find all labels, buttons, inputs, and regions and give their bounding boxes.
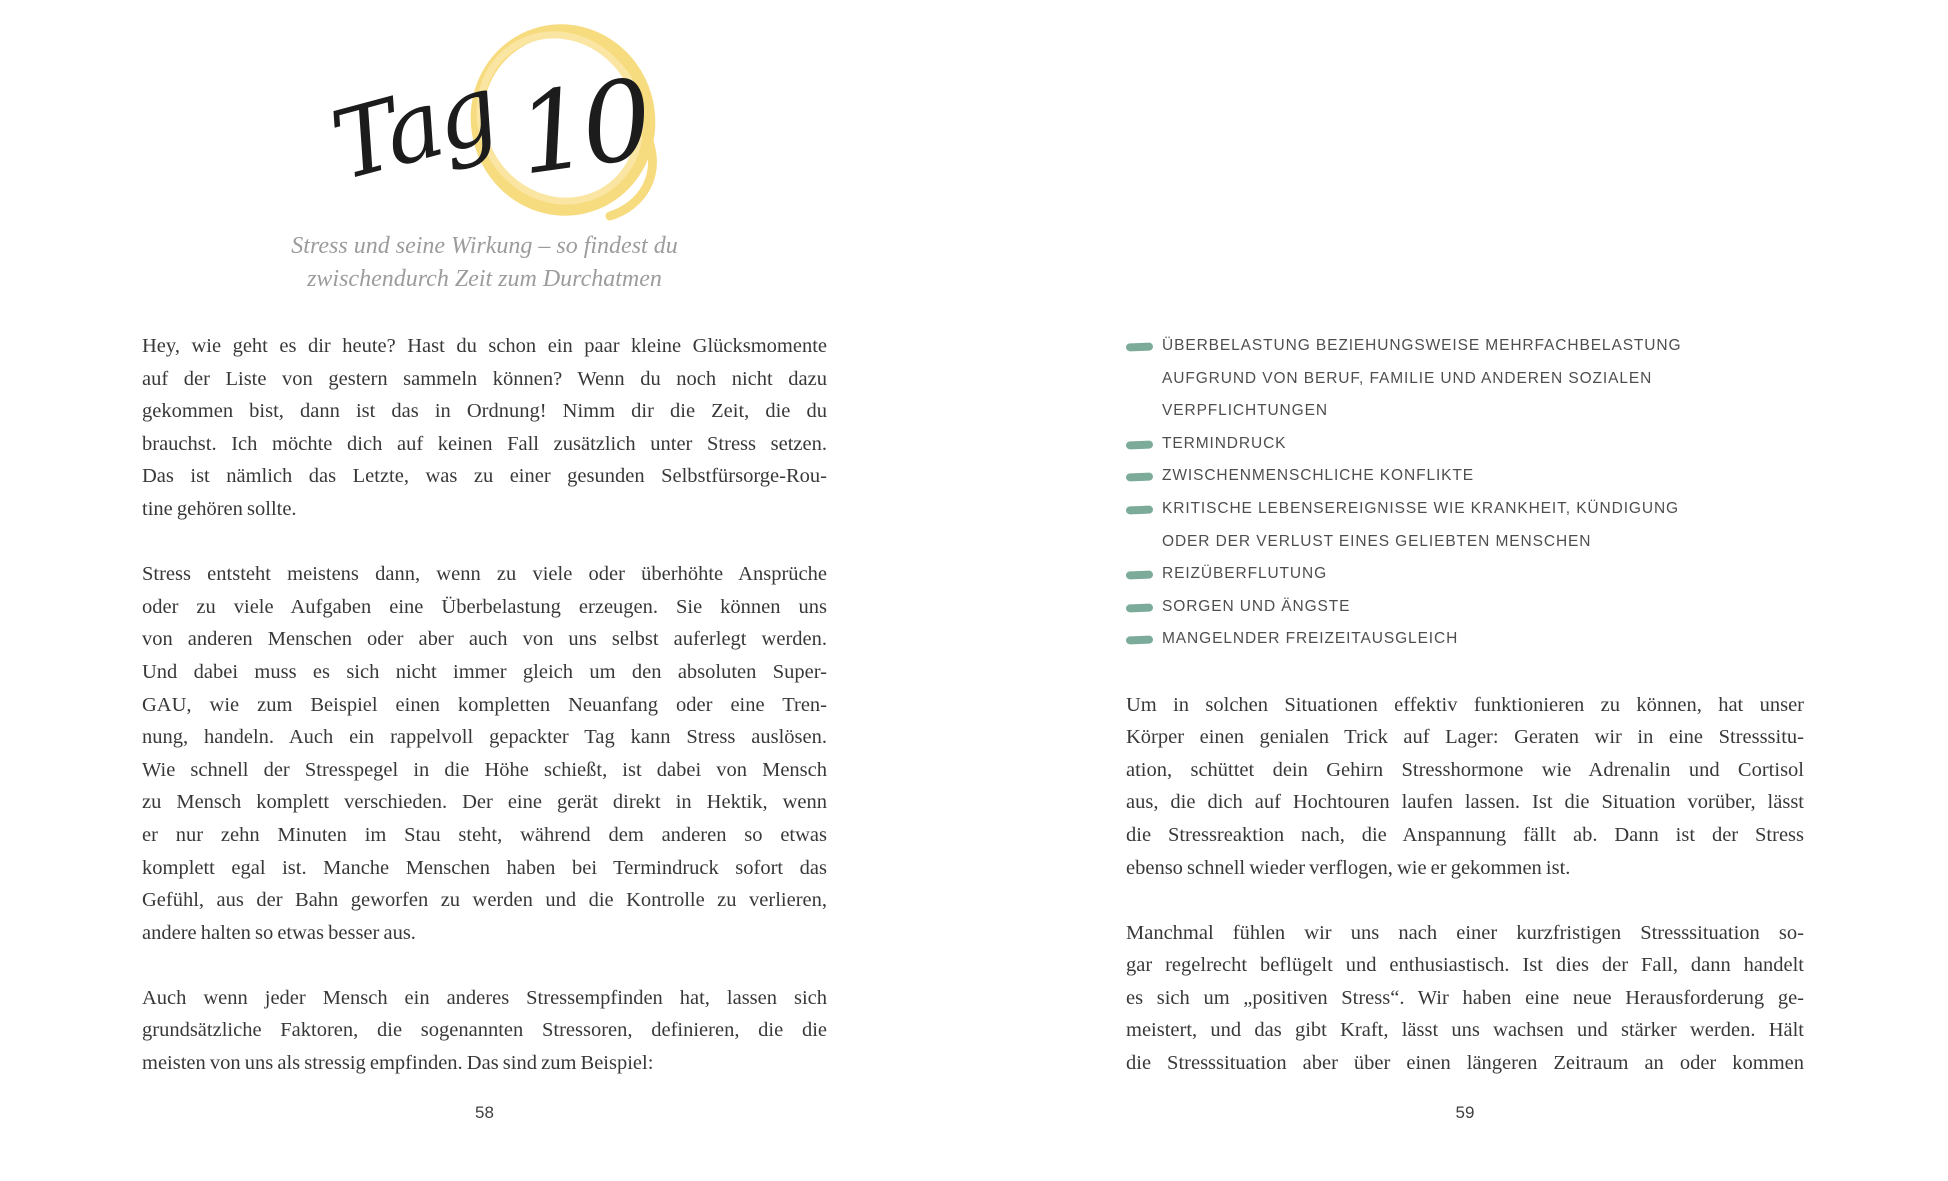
stressor-line: KRITISCHE LEBENSEREIGNISSE WIE KRANKHEIT, KÜNDIGUNG <box>1162 499 1680 517</box>
stressor-list <box>1126 330 1804 656</box>
text-line: oder zu viele Aufgaben eine Überbelastung erzeugen. Sie können uns <box>142 595 827 618</box>
text-line: von anderen Menschen oder aber auch von uns selbst auferlegt werden. <box>142 628 827 651</box>
text-line: die Stressreaktion nach, die Anspannung fällt ab. Dann ist der Stress <box>1126 823 1804 846</box>
text-line: meistert, und das gibt Kraft, lässt uns wachsen und stärker werden. Hält <box>1126 1019 1804 1042</box>
dash-bullet-icon <box>1126 506 1153 515</box>
stressor-item <box>1126 460 1804 493</box>
dash-bullet-icon <box>1126 571 1153 580</box>
text-line: komplett egal ist. Manche Menschen haben bei Termindruck sofort das <box>142 856 827 879</box>
tag-script-word: Tag <box>321 54 506 203</box>
page-number-right: 59 <box>1455 1103 1475 1122</box>
text-line: Auch wenn jeder Mensch ein anderes Stressempfinden hat, lassen sich <box>142 986 827 1009</box>
stressor-item <box>1126 591 1804 624</box>
text-line: er nur zehn Minuten im Stau steht, während dem anderen so etwas <box>142 823 827 846</box>
stressor-line: VERPFLICHTUNGEN <box>1162 402 1328 420</box>
left-page-text <box>142 330 827 1080</box>
text-line: Manchmal fühlen wir uns nach einer kurzfristigen Stresssituation so- <box>1126 921 1804 944</box>
stressor-line: MANGELNDER FREIZEITAUSGLEICH <box>1162 630 1459 648</box>
chapter-subtitle-line1: Stress und seine Wirkung – so findest du <box>291 233 678 259</box>
page-number-left: 58 <box>475 1103 494 1122</box>
paragraph <box>1126 917 1804 1080</box>
text-line: gekommen bist, dann ist das in Ordnung! Nimm dir die Zeit, die du <box>142 400 827 423</box>
text-line: Hey, wie geht es dir heute? Hast du schon ein paar kleine Glücksmomente <box>142 335 827 357</box>
stressor-item <box>1126 330 1804 428</box>
text-line: meisten von uns als stressig empfinden. Das sind zum Beispiel: <box>142 1052 654 1075</box>
dash-bullet-icon <box>1126 636 1153 645</box>
text-line: zu Mensch komplett verschieden. Der eine gerät direkt in Hektik, wenn <box>142 791 827 814</box>
stressor-line: TERMINDRUCK <box>1162 434 1287 452</box>
stressor-line: REIZÜBERFLUTUNG <box>1162 565 1328 583</box>
page-left <box>142 0 827 1181</box>
stressor-text <box>1162 591 1804 624</box>
dash-bullet-icon <box>1126 603 1153 612</box>
text-line: andere halten so etwas besser aus. <box>142 921 416 944</box>
stressor-item <box>1126 558 1804 591</box>
text-line: ation, schüttet dein Gehirn Stresshormone wie Adrenalin und Cortisol <box>1126 758 1804 781</box>
paragraph <box>142 558 827 949</box>
day-circle-graphic <box>321 8 662 230</box>
text-line: gar regelrecht beflügelt und enthusiastisch. Ist dies der Fall, dann handelt <box>1126 954 1804 977</box>
text-line: Gefühl, aus der Bahn geworfen zu werden und die Kontrolle zu verlieren, <box>142 889 827 912</box>
stressor-text <box>1162 460 1804 493</box>
text-line: grundsätzliche Faktoren, die sogenannten Stressoren, definieren, die die <box>142 1019 827 1042</box>
paragraph <box>142 982 827 1080</box>
dash-bullet-icon <box>1126 473 1153 482</box>
chapter-subtitle <box>142 230 827 296</box>
day-10-logo <box>321 8 662 230</box>
chapter-subtitle-line2: zwischendurch Zeit zum Durchatmen <box>307 266 662 292</box>
stressor-item <box>1126 623 1804 656</box>
text-line: Körper einen genialen Trick auf Lager: Geraten wir in eine Stresssitu- <box>1126 726 1804 749</box>
stressor-line: AUFGRUND VON BERUF, FAMILIE UND ANDEREN SOZIALEN <box>1162 369 1653 387</box>
dash-bullet-icon <box>1126 343 1153 352</box>
dash-bullet-icon <box>1126 440 1153 449</box>
text-line: Und dabei muss es sich nicht immer gleich um den absoluten Super- <box>142 660 827 683</box>
text-line: ebenso schnell wieder verflogen, wie er gekommen ist. <box>1126 856 1571 879</box>
stressor-text <box>1162 428 1804 461</box>
text-line: Wie schnell der Stresspegel in die Höhe schießt, ist dabei von Mensch <box>142 758 827 781</box>
stressor-item <box>1126 428 1804 461</box>
stressor-text <box>1162 330 1804 428</box>
text-line: brauchst. Ich möchte dich auf keinen Fall zusätzlich unter Stress setzen. <box>142 432 827 455</box>
text-line: Das ist nämlich das Letzte, was zu einer gesunden Selbstfürsorge-Rou- <box>142 465 827 488</box>
stressor-line: ÜBERBELASTUNG BEZIEHUNGSWEISE MEHRFACHBELASTUNG <box>1162 337 1682 354</box>
text-line: GAU, wie zum Beispiel einen kompletten Neuanfang oder eine Tren- <box>142 693 827 716</box>
stressor-text <box>1162 493 1804 558</box>
stressor-line: ODER DER VERLUST EINES GELIEBTEN MENSCHEN <box>1162 532 1592 550</box>
stressor-line: SORGEN UND ÄNGSTE <box>1162 597 1351 615</box>
text-line: tine gehören sollte. <box>142 497 297 520</box>
stressor-text <box>1162 623 1804 656</box>
stressor-item <box>1126 493 1804 558</box>
day-number: 10 <box>509 55 655 200</box>
stressor-line: ZWISCHENMENSCHLICHE KONFLIKTE <box>1162 467 1475 485</box>
text-line: auf der Liste von gestern sammeln können? Wenn du noch nicht dazu <box>142 367 827 390</box>
text-line: es sich um „positiven Stress“. Wir haben eine neue Herausforderung ge- <box>1126 986 1804 1009</box>
right-page-text <box>1126 330 1804 1080</box>
paragraph <box>1126 689 1804 885</box>
paragraph <box>142 330 827 526</box>
stressor-text <box>1162 558 1804 591</box>
right-page-paragraphs <box>1126 689 1804 1080</box>
text-line: Stress entsteht meistens dann, wenn zu viele oder überhöhte Ansprüche <box>142 563 827 586</box>
page-right <box>1126 0 1804 1181</box>
text-line: nung, handeln. Auch ein rappelvoll gepackter Tag kann Stress auslösen. <box>142 726 827 749</box>
text-line: aus, die dich auf Hochtouren laufen lassen. Ist die Situation vorüber, lässt <box>1126 791 1804 814</box>
text-line: Um in solchen Situationen effektiv funktionieren zu können, hat unser <box>1126 693 1804 716</box>
text-line: die Stresssituation aber über einen längeren Zeitraum an oder kommen <box>1126 1052 1804 1075</box>
